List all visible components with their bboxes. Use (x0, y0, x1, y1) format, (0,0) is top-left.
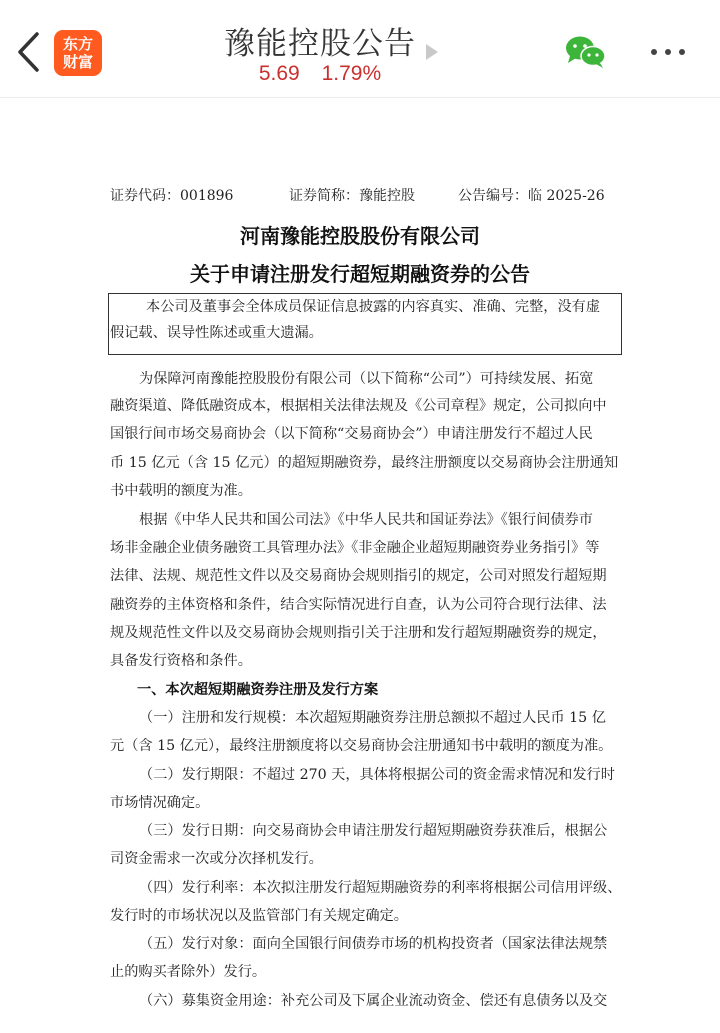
para2-line: 具备发行资格和条件。 (110, 653, 252, 669)
back-arrow-icon (15, 31, 41, 73)
para1-line: 为保障河南豫能控股股份有限公司（以下简称“公司”）可持续发展、拓宽 (139, 371, 594, 387)
stock-quote (160, 62, 480, 86)
item-line: 止的购买者除外）发行。 (110, 964, 267, 980)
para1-line: 币 15 亿元（含 15 亿元）的超短期融资券，最终注册额度以交易商协会注册通知 (110, 455, 619, 471)
security-code: 证券代码：001896 (110, 188, 234, 204)
para1-line: 书中载明的额度为准。 (110, 483, 252, 499)
para1-line: 国银行间市场交易商协会（以下简称“交易商协会”）申请注册发行不超过人民 (110, 426, 593, 442)
para2-line: 规及规范性文件以及交易商协会规则指引关于注册和发行超短期融资券的规定， (110, 625, 607, 641)
eastmoney-logo[interactable] (54, 30, 102, 76)
item-line: 发行时的市场状况以及监管部门有关规定确定。 (110, 908, 408, 924)
stock-change-pct: 1.79% (321, 62, 382, 85)
notice-line: 假记载、误导性陈述或重大遗漏。 (110, 325, 323, 341)
item-line: （四）发行利率：本次拟注册发行超短期融资券的利率将根据公司信用评级、 (139, 880, 622, 896)
item-line: （二）发行期限：不超过 270 天，具体将根据公司的资金需求情况和发行时 (139, 767, 615, 783)
stock-title[interactable]: 豫能控股公告 (224, 26, 416, 62)
logo-line2: 财富 (62, 53, 93, 71)
para2-line: 场非金融企业债务融资工具管理办法》《非金融企业超短期融资券业务指引》等 (110, 540, 600, 556)
announcement-number: 公告编号：临 2025-26 (458, 188, 605, 204)
back-button[interactable] (8, 28, 48, 76)
more-dots-icon[interactable] (648, 42, 688, 62)
notice-line: 本公司及董事会全体成员保证信息披露的内容真实、准确、完整，没有虚 (146, 299, 601, 315)
item-line: （一）注册和发行规模：本次超短期融资券注册总额拟不超过人民币 15 亿 (139, 710, 606, 726)
wechat-icon[interactable] (564, 34, 608, 70)
item-line: （五）发行对象：面向全国银行间债券市场的机构投资者（国家法律法规禁 (139, 936, 608, 952)
top-navigation-bar (0, 0, 720, 98)
play-triangle-icon[interactable] (424, 42, 440, 62)
logo-line1: 东方 (62, 35, 93, 53)
item-line: （六）募集资金用途：补充公司及下属企业流动资金、偿还有息债务以及交 (139, 993, 608, 1009)
item-line: 元（含 15 亿元），最终注册额度将以交易商协会注册通知书中载明的额度为准。 (110, 738, 613, 754)
para2-line: 融资券的主体资格和条件，结合实际情况进行自查，认为公司符合现行法律、法 (110, 597, 607, 613)
security-short-name: 证券简称：豫能控股 (289, 188, 415, 204)
company-name-title: 河南豫能控股股份有限公司 (240, 224, 480, 248)
announcement-document (0, 99, 720, 1033)
stock-price: 5.69 (258, 62, 300, 85)
item-line: 市场情况确定。 (110, 795, 210, 811)
item-line: 司资金需求一次或分次择机发行。 (110, 851, 323, 867)
para2-line: 法律、法规、规范性文件以及交易商协会规则指引的规定，公司对照发行超短期 (110, 568, 607, 584)
announcement-title: 关于申请注册发行超短期融资券的公告 (190, 262, 530, 286)
section-heading: 一、本次超短期融资券注册及发行方案 (137, 682, 379, 698)
item-line: （三）发行日期：向交易商协会申请注册发行超短期融资券获准后，根据公 (139, 823, 608, 839)
para2-line: 根据《中华人民共和国公司法》《中华人民共和国证券法》《银行间债券市 (139, 512, 593, 528)
para1-line: 融资渠道、降低融资成本，根据相关法律法规及《公司章程》规定，公司拟向中 (110, 398, 607, 414)
